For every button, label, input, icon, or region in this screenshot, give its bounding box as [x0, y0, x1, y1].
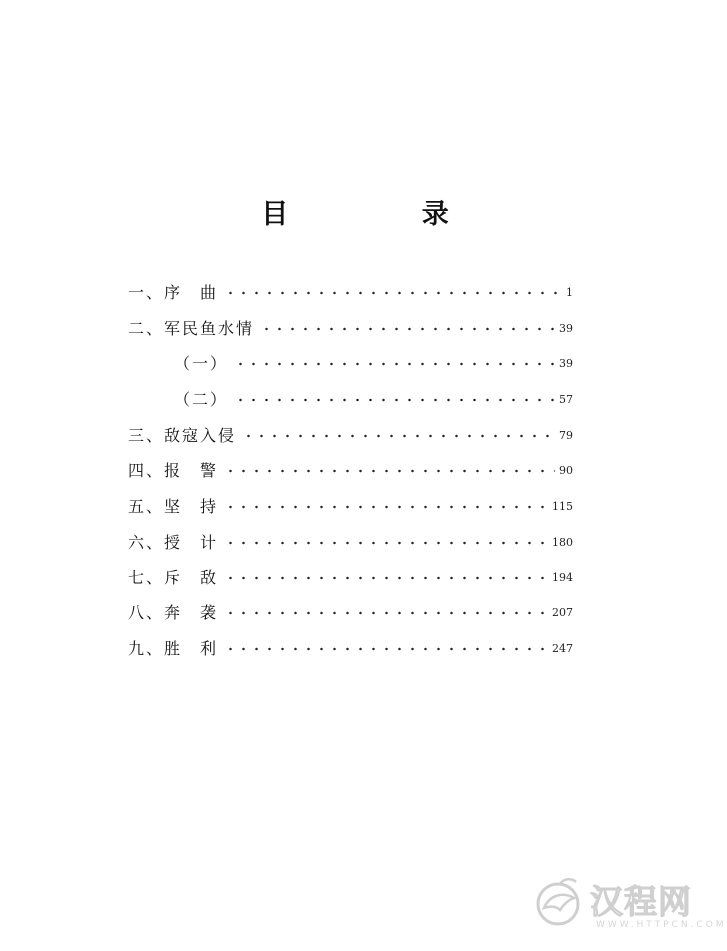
- page-title: 目 录: [261, 199, 511, 230]
- toc-entry: [128, 565, 573, 591]
- toc-entry-label: （一）: [174, 354, 229, 373]
- toc-entry: [128, 600, 573, 626]
- watermark: [530, 870, 727, 940]
- dot-leader: [224, 291, 557, 295]
- toc-entry: [128, 636, 573, 662]
- bird-logo-icon: [530, 874, 586, 930]
- watermark-text: 汉程网: [590, 882, 692, 921]
- toc-entry-label: 八、奔 袭: [128, 603, 219, 622]
- toc-entry-page: 194: [552, 571, 573, 584]
- dot-leader: [224, 611, 548, 615]
- toc-entry: [128, 316, 573, 342]
- toc-entry-page: 57: [559, 393, 573, 406]
- toc-entry-page: 115: [552, 500, 573, 513]
- dot-leader: [224, 647, 548, 651]
- dot-leader: [242, 434, 555, 438]
- toc-entry-page: 247: [552, 642, 573, 655]
- watermark-url: WWW.HTTPCN.COM: [596, 920, 727, 930]
- toc-subentry: [174, 387, 573, 413]
- toc-entry-page: 1: [566, 286, 573, 299]
- toc-entry: [128, 494, 573, 520]
- toc-entry: [128, 423, 573, 449]
- toc-entry-label: （二）: [174, 390, 229, 409]
- toc-entry-label: 七、斥 敌: [128, 568, 219, 587]
- dot-leader: [260, 327, 555, 331]
- toc-entry-page: 207: [552, 606, 573, 619]
- toc-entry-page: 79: [559, 429, 573, 442]
- toc-entry-page: 90: [559, 464, 573, 477]
- toc-entry-page: 39: [559, 322, 573, 335]
- toc-entry: [128, 280, 573, 306]
- toc-entry-label: 一、序 曲: [128, 283, 219, 302]
- toc-entry-page: 180: [552, 536, 573, 549]
- toc-entry-label: 九、胜 利: [128, 639, 219, 658]
- toc-entry-page: 39: [559, 357, 573, 370]
- toc-entry-label: 四、报 警: [128, 461, 219, 480]
- dot-leader: [224, 576, 548, 580]
- toc-entry: [128, 530, 573, 556]
- toc-subentry: [174, 351, 573, 377]
- dot-leader: [224, 469, 555, 473]
- dot-leader: [234, 362, 555, 366]
- dot-leader: [224, 541, 548, 545]
- dot-leader: [234, 398, 555, 402]
- toc-entry-label: 六、授 计: [128, 533, 219, 552]
- toc-entry-label: 三、敌寇入侵: [128, 426, 237, 445]
- toc-entry-label: 五、坚 持: [128, 497, 219, 516]
- toc-entry: [128, 458, 573, 484]
- toc-entry-label: 二、军民鱼水情: [128, 319, 255, 338]
- dot-leader: [224, 505, 548, 509]
